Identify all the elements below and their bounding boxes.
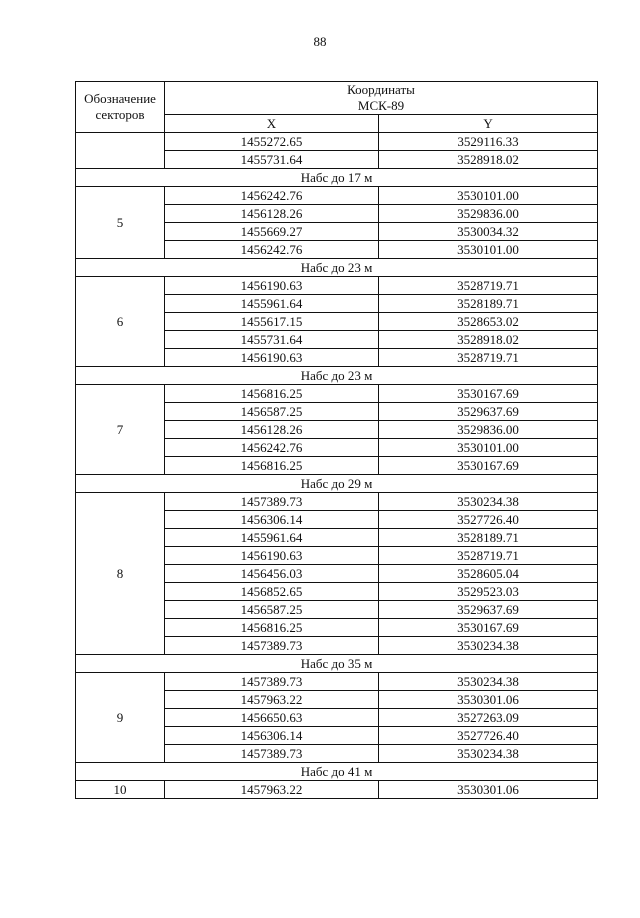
sector-column-header: [76, 82, 165, 133]
table-row: [76, 385, 598, 403]
table-row: [76, 277, 598, 295]
x-coordinate-cell: 1455731.64: [165, 331, 379, 349]
y-coordinate-cell: 3529637.69: [379, 601, 598, 619]
x-coordinate-cell: 1456587.25: [165, 601, 379, 619]
y-coordinate-cell: 3527726.40: [379, 511, 598, 529]
coords-header-line1: Координаты: [347, 82, 415, 97]
sector-id-cell: 8: [76, 493, 165, 655]
depth-label: Набс до 29 м: [76, 475, 598, 493]
y-coordinate-cell: 3530301.06: [379, 781, 598, 799]
x-coordinate-cell: 1457389.73: [165, 493, 379, 511]
y-coordinate-cell: 3528189.71: [379, 529, 598, 547]
y-coordinate-cell: 3530101.00: [379, 439, 598, 457]
x-coordinate-cell: 1456128.26: [165, 205, 379, 223]
x-coordinate-cell: 1456816.25: [165, 385, 379, 403]
x-coordinate-cell: 1455961.64: [165, 295, 379, 313]
x-coordinate-cell: 1456190.63: [165, 277, 379, 295]
depth-label: Набс до 23 м: [76, 367, 598, 385]
table-row: [76, 187, 598, 205]
y-coordinate-cell: 3528189.71: [379, 295, 598, 313]
y-coordinate-cell: 3528653.02: [379, 313, 598, 331]
y-coordinate-cell: 3529116.33: [379, 133, 598, 151]
table-row: [76, 133, 598, 151]
table-row: [76, 673, 598, 691]
x-coordinate-cell: 1457389.73: [165, 745, 379, 763]
x-coordinate-cell: 1457963.22: [165, 781, 379, 799]
sector-id-cell: 7: [76, 385, 165, 475]
y-coordinate-cell: 3528918.02: [379, 151, 598, 169]
sector-id-cell: 5: [76, 187, 165, 259]
x-coordinate-cell: 1456816.25: [165, 457, 379, 475]
x-coordinate-cell: 1457963.22: [165, 691, 379, 709]
x-coordinate-cell: 1456650.63: [165, 709, 379, 727]
x-column-header: X: [165, 115, 379, 133]
y-coordinate-cell: 3529637.69: [379, 403, 598, 421]
depth-label: Набс до 35 м: [76, 655, 598, 673]
y-coordinate-cell: 3529523.03: [379, 583, 598, 601]
x-coordinate-cell: 1455731.64: [165, 151, 379, 169]
x-coordinate-cell: 1456242.76: [165, 241, 379, 259]
sector-id-cell: 9: [76, 673, 165, 763]
x-coordinate-cell: 1456456.03: [165, 565, 379, 583]
y-coordinate-cell: 3527263.09: [379, 709, 598, 727]
sector-header-line2: секторов: [95, 107, 145, 122]
x-coordinate-cell: 1456306.14: [165, 511, 379, 529]
y-coordinate-cell: 3528719.71: [379, 277, 598, 295]
y-coordinate-cell: 3528719.71: [379, 349, 598, 367]
x-coordinate-cell: 1456816.25: [165, 619, 379, 637]
sector-cell-continued: [76, 133, 165, 169]
depth-row: [76, 763, 598, 781]
depth-row: [76, 169, 598, 187]
x-coordinate-cell: 1457389.73: [165, 637, 379, 655]
x-coordinate-cell: 1456306.14: [165, 727, 379, 745]
y-coordinate-cell: 3530101.00: [379, 187, 598, 205]
x-coordinate-cell: 1456852.65: [165, 583, 379, 601]
coordinates-header: [165, 82, 598, 115]
y-coordinate-cell: 3530234.38: [379, 493, 598, 511]
sector-id-cell: 6: [76, 277, 165, 367]
x-coordinate-cell: 1455961.64: [165, 529, 379, 547]
y-coordinate-cell: 3528918.02: [379, 331, 598, 349]
depth-row: [76, 259, 598, 277]
y-coordinate-cell: 3530167.69: [379, 385, 598, 403]
y-coordinate-cell: 3530167.69: [379, 619, 598, 637]
depth-row: [76, 655, 598, 673]
y-coordinate-cell: 3529836.00: [379, 205, 598, 223]
y-coordinate-cell: 3530234.38: [379, 637, 598, 655]
sector-header-line1: Обозначение: [84, 91, 156, 106]
y-coordinate-cell: 3528605.04: [379, 565, 598, 583]
x-coordinate-cell: 1456242.76: [165, 439, 379, 457]
y-coordinate-cell: 3527726.40: [379, 727, 598, 745]
x-coordinate-cell: 1455669.27: [165, 223, 379, 241]
x-coordinate-cell: 1457389.73: [165, 673, 379, 691]
coords-header-line2: МСК-89: [357, 98, 405, 113]
x-coordinate-cell: 1456190.63: [165, 349, 379, 367]
depth-label: Набс до 41 м: [76, 763, 598, 781]
y-coordinate-cell: 3530167.69: [379, 457, 598, 475]
y-coordinate-cell: 3530234.38: [379, 745, 598, 763]
table-row: [76, 493, 598, 511]
y-coordinate-cell: 3530034.32: [379, 223, 598, 241]
x-coordinate-cell: 1456190.63: [165, 547, 379, 565]
x-coordinate-cell: 1456128.26: [165, 421, 379, 439]
coordinates-table: [75, 81, 598, 799]
y-coordinate-cell: 3530301.06: [379, 691, 598, 709]
depth-row: [76, 475, 598, 493]
x-coordinate-cell: 1455617.15: [165, 313, 379, 331]
sector-id-cell: 10: [76, 781, 165, 799]
x-coordinate-cell: 1456587.25: [165, 403, 379, 421]
y-coordinate-cell: 3530234.38: [379, 673, 598, 691]
table-body: [76, 133, 598, 799]
page-number: 88: [313, 34, 327, 49]
table-row: [76, 781, 598, 799]
y-coordinate-cell: 3528719.71: [379, 547, 598, 565]
y-coordinate-cell: 3529836.00: [379, 421, 598, 439]
depth-label: Набс до 17 м: [76, 169, 598, 187]
y-coordinate-cell: 3530101.00: [379, 241, 598, 259]
x-coordinate-cell: 1455272.65: [165, 133, 379, 151]
depth-row: [76, 367, 598, 385]
depth-label: Набс до 23 м: [76, 259, 598, 277]
y-column-header: Y: [379, 115, 598, 133]
x-coordinate-cell: 1456242.76: [165, 187, 379, 205]
